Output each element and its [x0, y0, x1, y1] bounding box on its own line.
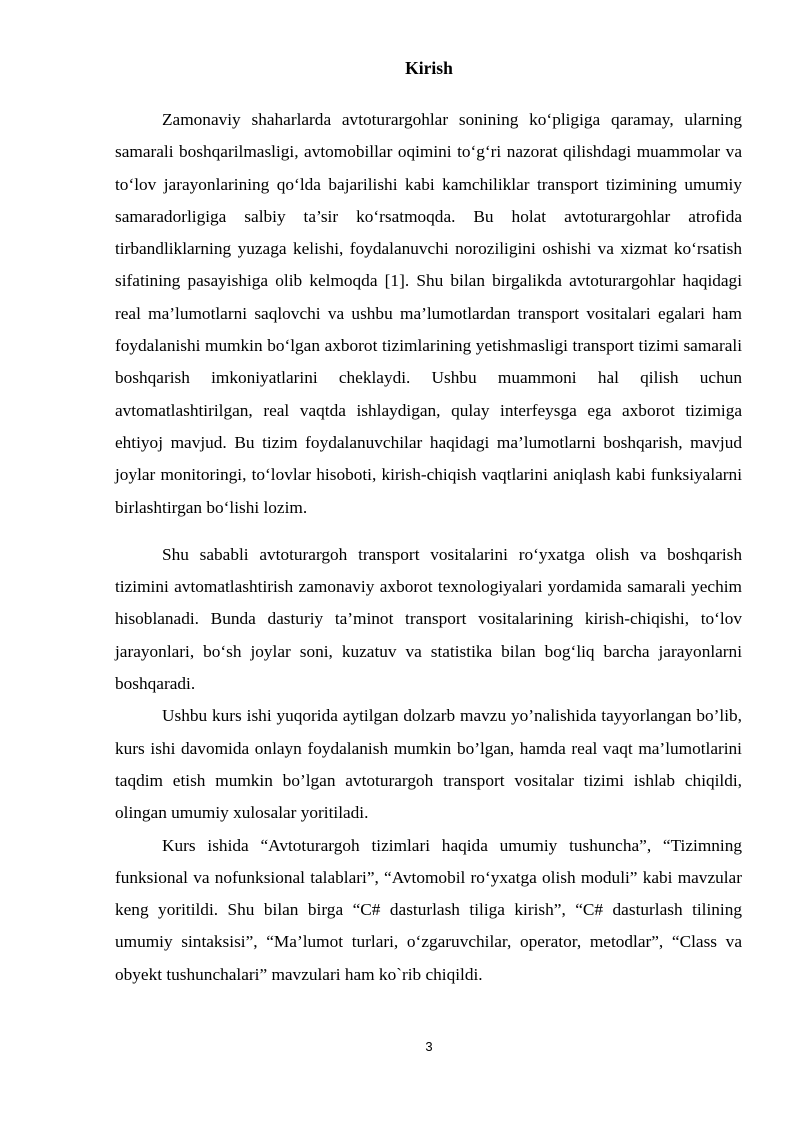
paragraph-4: Kurs ishida “Avtoturargoh tizimlari haqida umumiy tushuncha”, “Tizimning funksional va nofunksional talablari”, “Avtomobil ro‘yxatga olish moduli” kabi mavzular keng yoritildi. Shu bilan birga “C# dasturlash tiliga kirish”, “C# dasturlash tilining umumiy sintaksisi”, “Ma’lumot turlari, o‘zgaruvchilar, operator, metodlar”, “Class va obyekt tushunchalari” mavzulari ham ko`rib chiqildi.	[115, 835, 742, 984]
body-text	[115, 104, 742, 991]
paragraph-2: Shu sababli avtoturargoh transport vositalarini ro‘yxatga olish va boshqarish tizimini avtomatlashtirish zamonaviy axborot texnologiyalari yordamida samarali yechim hisoblanadi. Bunda dasturiy ta’minot transport vositalarining kirish-chiqishi, to‘lov jarayonlari, bo‘sh joylar soni, kuzatuv va statistika bilan bog‘liq barcha jarayonlarni boshqaradi.	[115, 544, 742, 694]
paragraph-3: Ushbu kurs ishi yuqorida aytilgan dolzarb mavzu yo’nalishida tayyorlangan bo’lib, kurs ishi davomida onlayn foydalanish mumkin bo’lgan, hamda real vaqt ma’lumotlarini taqdim etish mumkin bo’lgan avtoturargoh transport vositalar tizimi ishlab chiqildi, olingan umumiy xulosalar yoritiladi.	[115, 706, 742, 823]
paragraph-1: Zamonaviy shaharlarda avtoturargohlar sonining ko‘pligiga qaramay, ularning samarali boshqarilmasligi, avtomobillar oqimini to‘g‘ri nazorat qilishdagi muammolar va to‘lov jarayonlarining qo‘lda bajarilishi kabi kamchiliklar transport tizimining umumiy samaradorligiga salbiy ta’sir ko‘rsatmoqda. Bu holat avtoturargohlar atrofida tirbandliklarning yuzaga kelishi, foydalanuvchi noroziligini oshishi va xizmat ko‘rsatish sifatining pasayishiga olib kelmoqda [1]. Shu bilan birgalikda avtoturargohlar haqidagi real ma’lumotlarni saqlovchi va ushbu ma’lumotlardan transport vositalari egalari ham foydalanishi mumkin bo‘lgan axborot tizimlarining yetishmasligi transport tizimi samarali boshqarish imkoniyatlarini cheklaydi. Ushbu muammoni hal qilish uchun avtomatlashtirilgan, real vaqtda ishlaydigan, qulay interfeysga ega axborot tizimiga ehtiyoj mavjud. Bu tizim foydalanuvchilar haqidagi ma’lumotlarni boshqarish, mavjud joylar monitoringi, to‘lovlar hisoboti, kirish-chiqish vaqtlarini aniqlash kabi funksiyalarni birlashtirgan bo‘lishi lozim.	[115, 110, 742, 517]
page-number: 3	[425, 1039, 433, 1054]
section-title: Kirish	[405, 58, 453, 78]
